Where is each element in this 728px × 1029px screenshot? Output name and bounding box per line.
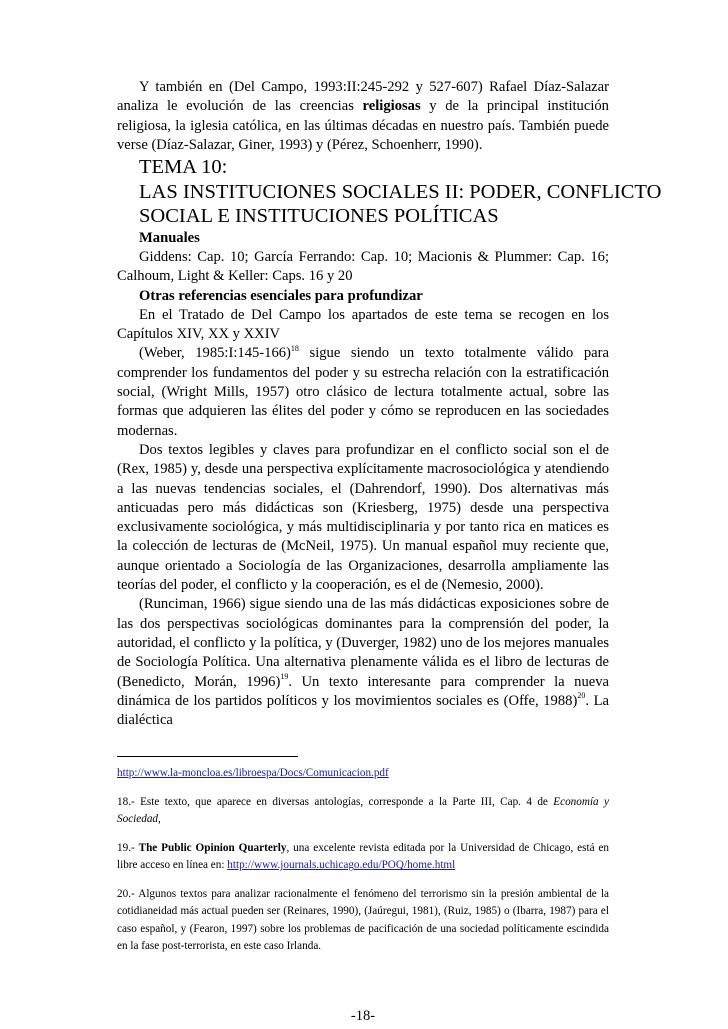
moncloa-link[interactable]: http://www.la-moncloa.es/libroespa/Docs/Comunicacion.pdf <box>117 767 389 780</box>
footnote-18-text: 18.- Este texto, que aparece en diversas antologías, corresponde a la Parte III, Cap. 4 de <box>117 795 554 808</box>
intro-paragraph <box>117 78 609 155</box>
footnote-18-end: , <box>158 813 161 826</box>
section-title <box>139 155 662 229</box>
weber-text-1: (Weber, 1985:I:145-166) <box>139 345 291 362</box>
journal-link[interactable]: http://www.journals.uchicago.edu/POQ/home.html <box>227 859 456 872</box>
footnote-ref-20: 20 <box>577 690 586 700</box>
section-title-line-3: SOCIAL E INSTITUCIONES POLÍTICAS <box>139 205 499 228</box>
otras-referencias-text: En el Tratado de Del Campo los apartados de este tema se recogen en los Capítulos XIV, XX y XXIV <box>117 306 609 343</box>
footnote-link-line <box>117 765 609 783</box>
manuales-text: Giddens: Cap. 10; García Ferrando: Cap. 10; Macionis & Plummer: Cap. 16; Calhoum, Light & Keller: Caps. 16 y 20 <box>117 248 609 285</box>
intro-text-2: y de la principal institución religiosa, la iglesia católica, en las últimas décadas en nuestro país. También puede verse (Díaz-Salazar, Giner, 1993) y (Pérez, Schoenherr, 1990). <box>117 98 609 153</box>
footnote-19-number: 19.- <box>117 841 139 854</box>
page-number: -18- <box>350 1008 376 1024</box>
runciman-text-2: . Un texto interesante para comprender la nueva dinámica de los partidos políticos y los movimientos sociales es (Offe, 1988) <box>117 673 610 709</box>
footnote-separator <box>117 756 298 757</box>
weber-paragraph <box>117 344 609 440</box>
runciman-text-3: . La dialéctica <box>117 692 609 729</box>
otras-referencias-heading: Otras referencias esenciales para profundizar <box>139 287 423 304</box>
runciman-paragraph <box>117 595 609 730</box>
footnote-19 <box>117 840 609 875</box>
section-title-line-1: TEMA 10: <box>139 156 228 179</box>
runciman-text-1: (Runciman, 1966) sigue siendo una de las más didácticas exposiciones sobre de las dos perspectivas sociológicas dominantes para la comprensión del poder, la autoridad, el conflicto y la política, y (Duverger, 1982) uno de los mejores manuales de Sociología Política. Una alternativa plenamente válida es el libro de lecturas de (Benedicto, Morán, 1996) <box>117 596 609 690</box>
footnote-19-journal: The Public Opinion Quarterly <box>138 841 287 854</box>
footnote-20: 20.- Algunos textos para analizar racionalmente el fenómeno del terrorismo sin la presión ambiental de la cotidianeidad más actual pueden ser (Reinares, 1990), (Jaúregui, 1981), (Ruiz, 1985) o (Ibarra, 1987) para el caso español, y (Fearon, 1997) sobre los problemas de pacificación de una sociedad políticamente escindida en la fase post-terrorista, en este caso Irlanda. <box>117 887 609 953</box>
footnote-18 <box>117 794 609 829</box>
footnote-19-text: , una excelente revista editada por la Universidad de Chicago, está en libre acceso en línea en: <box>117 841 610 872</box>
footnote-ref-19: 19 <box>280 671 289 681</box>
footnote-ref-18: 18 <box>290 343 299 353</box>
manuales-heading: Manuales <box>139 229 200 246</box>
intro-text-1: Y también en (Del Campo, 1993:II:245-292 y 527-607) Rafael Díaz-Salazar analiza le evolución de las creencias <box>117 79 609 115</box>
document-page <box>117 78 662 1024</box>
section-title-line-2: LAS INSTITUCIONES SOCIALES II: PODER, CONFLICTO <box>139 180 662 203</box>
weber-text-2: sigue siendo un texto totalmente válido para comprender los fundamentos del poder y su estrecha relación con la estratificación social, (Wright Mills, 1957) otro clásico de lectura totalmente actual, sobre las formas que adquieren las élites del poder y cómo se reproducen en las sociedades modernas. <box>117 345 609 439</box>
footnote-18-title: Economía y Sociedad <box>117 795 609 826</box>
intro-bold-word: religiosas <box>362 98 421 115</box>
conflicto-paragraph: Dos textos legibles y claves para profundizar en el conflicto social son el de (Rex, 1985) y, desde una perspectiva explícitamente macrosociológica y atendiendo a las nuevas tendencias sociales, el (Dahrendorf, 1990). Dos alternativas más anticuadas pero más didácticas son (Kriesberg, 1975) desde una perspectiva exclusivamente sociológica, y más multidisciplinaria y por tanto rica en matices es la colección de lecturas de (McNeil, 1975). Un manual español muy reciente que, aunque orientado a Sociología de las Organizaciones, desarrolla ampliamente las teorías del poder, el conflicto y la cooperación, es el de (Nemesio, 2000). <box>117 441 609 594</box>
